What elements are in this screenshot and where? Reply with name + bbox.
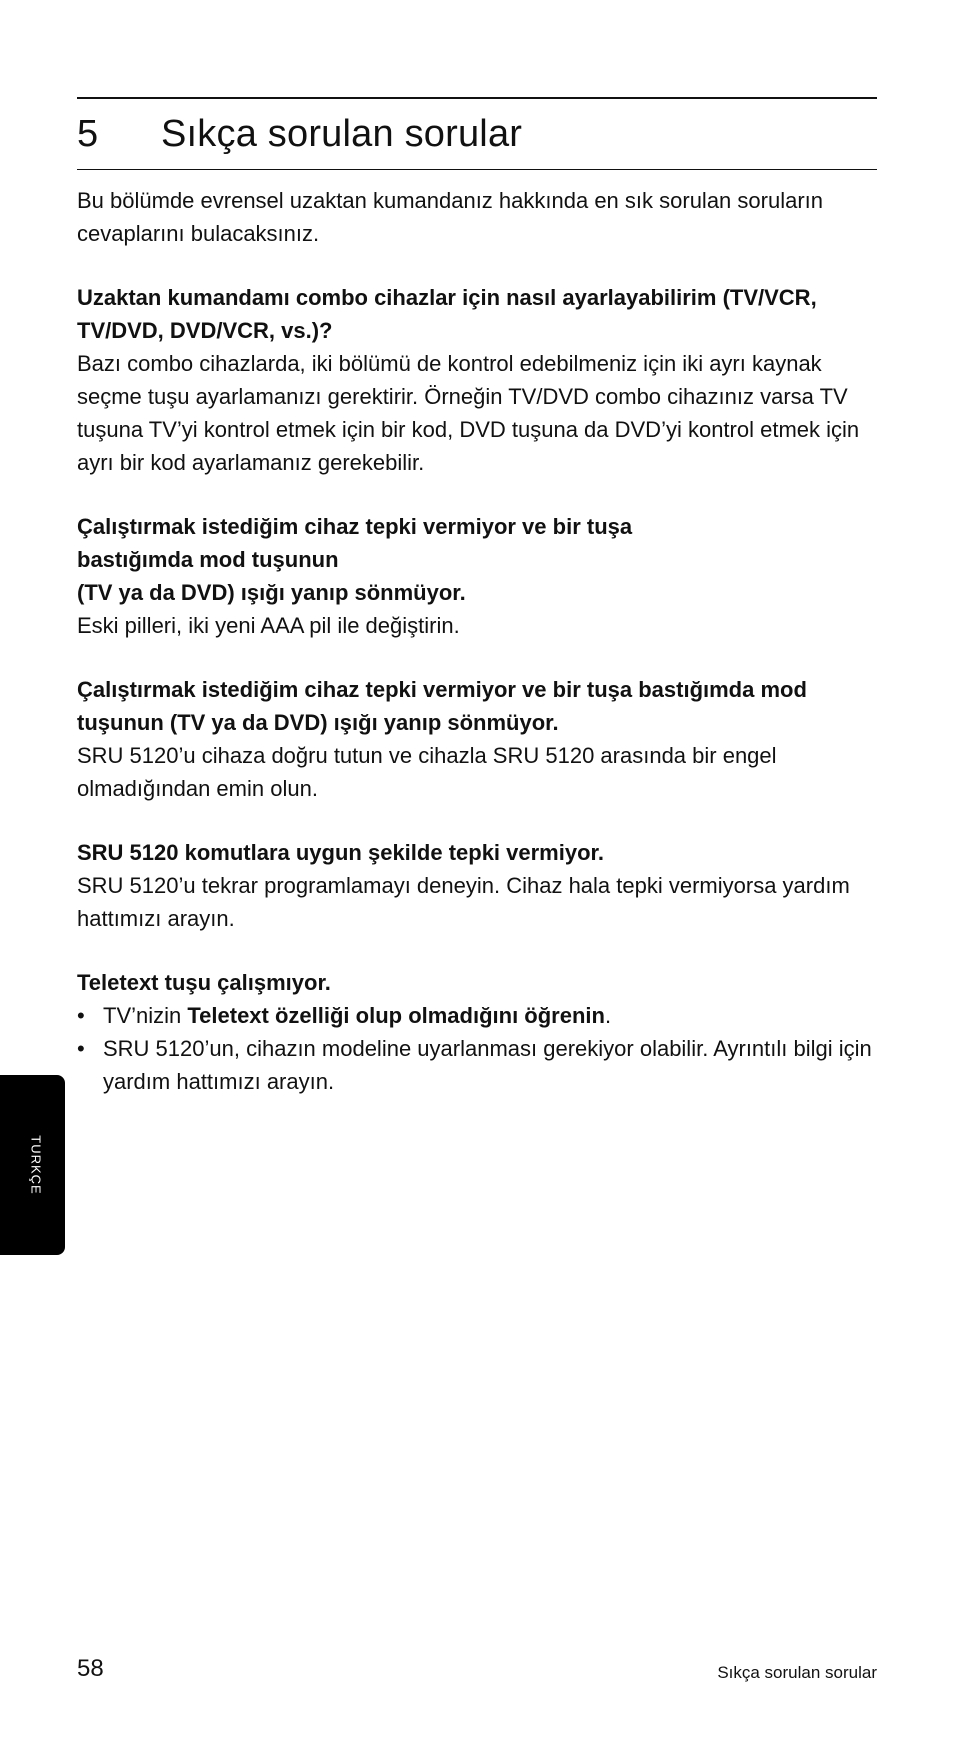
faq-question-line: (TV ya da DVD) ışığı yanıp sönmüyor. (77, 580, 466, 605)
bullet-text-suffix: . (604, 1003, 612, 1028)
faq-item (77, 836, 887, 935)
faq-question: Uzaktan kumandamı combo cihazlar için nasıl ayarlayabilirim (TV/VCR, TV/DVD, DVD/VCR, vs.)? (77, 285, 817, 343)
page-number: 58 (77, 1655, 104, 1682)
chapter-title: Sıkça sorulan sorular (161, 112, 523, 155)
faq-question-line: bastığımda mod tuşunun (77, 547, 339, 572)
page-content (77, 184, 887, 1129)
faq-question: Teletext tuşu çalışmıyor. (77, 970, 331, 995)
heading-rule (77, 169, 877, 170)
faq-answer: Bazı combo cihazlarda, iki bölümü de kontrol edebilmeniz için iki ayrı kaynak seçme tuşu ayarlamanızı gerektirir. Örneğin TV/DVD combo cihazınız varsa TV tuşuna TV’yi kontrol etmek için bir kod, DVD tuşuna da DVD’yi kontrol etmek için ayrı bir kod ayarlamanız gerekebilir. (77, 351, 860, 475)
bullet-list (77, 999, 887, 1098)
faq-item (77, 510, 887, 642)
intro-paragraph: Bu bölümde evrensel uzaktan kumandanız hakkında en sık sorulan soruların cevaplarını bulacaksınız. (77, 188, 823, 246)
language-tab-label: TURKÇE (28, 1135, 44, 1195)
faq-question: Çalıştırmak istediğim cihaz tepki vermiyor ve bir tuşa bastığımda mod tuşunun (TV ya da DVD) ışığı yanıp sönmüyor. (77, 677, 807, 735)
bullet-text-bold: Teletext özelliği olup olmadığını öğrenin (187, 1003, 605, 1028)
footer-section-title: Sıkça sorulan sorular (717, 1663, 877, 1682)
faq-answer: SRU 5120’u cihaza doğru tutun ve cihazla SRU 5120 arasında bir engel olmadığından emin olun. (77, 743, 777, 801)
faq-answer: Eski pilleri, iki yeni AAA pil ile değiştirin. (77, 613, 460, 638)
faq-question: SRU 5120 komutlara uygun şekilde tepki vermiyor. (77, 840, 604, 865)
bullet-text: SRU 5120’un, cihazın modeline uyarlanması gerekiyor olabilir. Ayrıntılı bilgi için yardım hattımızı arayın. (103, 1036, 872, 1094)
bullet-icon: • (77, 1003, 85, 1028)
list-item (77, 1032, 887, 1098)
bullet-icon: • (77, 1036, 85, 1061)
top-rule (77, 97, 877, 99)
faq-question-line: Çalıştırmak istediğim cihaz tepki vermiyor ve bir tuşa (77, 514, 633, 539)
chapter-number: 5 (77, 112, 99, 155)
chapter-heading (77, 106, 522, 162)
list-item (77, 999, 887, 1032)
faq-item (77, 966, 887, 1098)
faq-item (77, 673, 887, 805)
bullet-text-prefix: TV’nizin (103, 1003, 188, 1028)
faq-item (77, 281, 887, 479)
faq-answer: SRU 5120’u tekrar programlamayı deneyin. Cihaz hala tepki vermiyorsa yardım hattımızı arayın. (77, 873, 850, 931)
